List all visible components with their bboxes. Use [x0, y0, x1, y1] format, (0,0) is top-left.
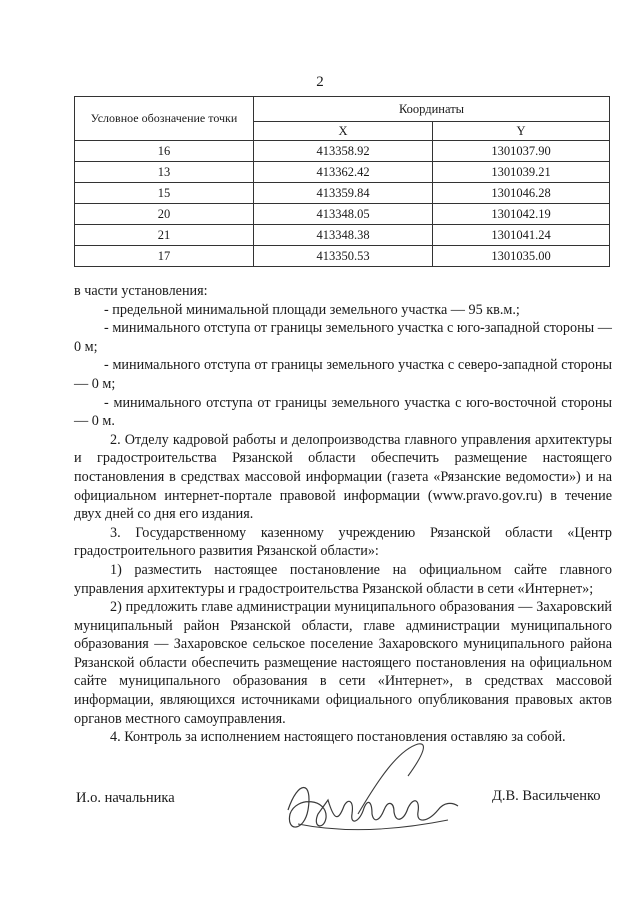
document-body	[74, 282, 612, 747]
paragraph-item-3: 3. Государственному казенному учреждению Рязанской области «Центр градостроительного развития Рязанской области»:	[74, 524, 612, 560]
table-header-x: X	[254, 122, 433, 141]
cell-point: 15	[75, 183, 254, 204]
paragraph-item-3-2: 2) предложить главе администрации муниципального образования — Захаровский муниципальный район Рязанской области, главе администрации муниципального образования — Захаровское сельское поселение Захаровского муниципального района Рязанской области обеспечить размещение настоящего постановления на официальном сайте муниципального образования в сети «Интернет», в средствах массовой информации, являющихся источниками официального опубликования правовых актов органов местного самоуправления.	[74, 599, 612, 727]
paragraph-item-2: 2. Отделу кадровой работы и делопроизводства главного управления архитектуры и градостроительства Рязанской области обеспечить размещение настоящего постановления в средствах массовой информации (газета «Рязанские ведомости») и на официальном интернет-портале правовой информации (www.pravo.gov.ru) в течение двух дней со дня его издания.	[74, 431, 612, 523]
cell-point: 21	[75, 225, 254, 246]
paragraph-setback-se: - минимального отступа от границы земельного участка с юго-восточной стороны — 0 м.	[74, 394, 612, 430]
cell-y: 1301037.90	[433, 141, 610, 162]
cell-x: 413350.53	[254, 246, 433, 267]
signer-name: Д.В. Васильченко	[492, 788, 601, 804]
table-header-y: Y	[433, 122, 610, 141]
cell-y: 1301041.24	[433, 225, 610, 246]
cell-point: 13	[75, 162, 254, 183]
cell-x: 413362.42	[254, 162, 433, 183]
handwritten-signature	[268, 740, 468, 850]
table-row	[75, 246, 610, 267]
paragraph-item-3-1: 1) разместить настоящее постановление на официальном сайте главного управления архитектуры и градостроительства Рязанской области в сети «Интернет»;	[74, 561, 612, 597]
table-row	[75, 162, 610, 183]
paragraph-item-4: 4. Контроль за исполнением настоящего постановления оставляю за собой.	[110, 729, 566, 746]
table-row	[75, 141, 610, 162]
cell-y: 1301042.19	[433, 204, 610, 225]
table-row	[75, 183, 610, 204]
cell-x: 413348.38	[254, 225, 433, 246]
table-row	[75, 204, 610, 225]
table-header-point: Условное обозначение точки	[75, 97, 254, 141]
signer-position: И.о. начальника	[76, 790, 175, 806]
paragraph-setback-nw: - минимального отступа от границы земельного участка с северо-западной стороны — 0 м;	[74, 357, 612, 392]
paragraph-intro: в части установления:	[74, 283, 208, 299]
table-header-coordinates: Координаты	[254, 97, 610, 122]
page-number: 2	[316, 74, 324, 90]
paragraph-setback-sw: - минимального отступа от границы земельного участка с юго-западной стороны — 0 м;	[74, 320, 612, 355]
cell-y: 1301046.28	[433, 183, 610, 204]
coordinates-table	[74, 96, 610, 267]
cell-point: 17	[75, 246, 254, 267]
cell-x: 413359.84	[254, 183, 433, 204]
cell-x: 413348.05	[254, 204, 433, 225]
cell-point: 20	[75, 204, 254, 225]
cell-y: 1301035.00	[433, 246, 610, 267]
cell-y: 1301039.21	[433, 162, 610, 183]
paragraph-min-area: - предельной минимальной площади земельного участка — 95 кв.м.;	[104, 301, 520, 318]
cell-point: 16	[75, 141, 254, 162]
table-row	[75, 225, 610, 246]
cell-x: 413358.92	[254, 141, 433, 162]
